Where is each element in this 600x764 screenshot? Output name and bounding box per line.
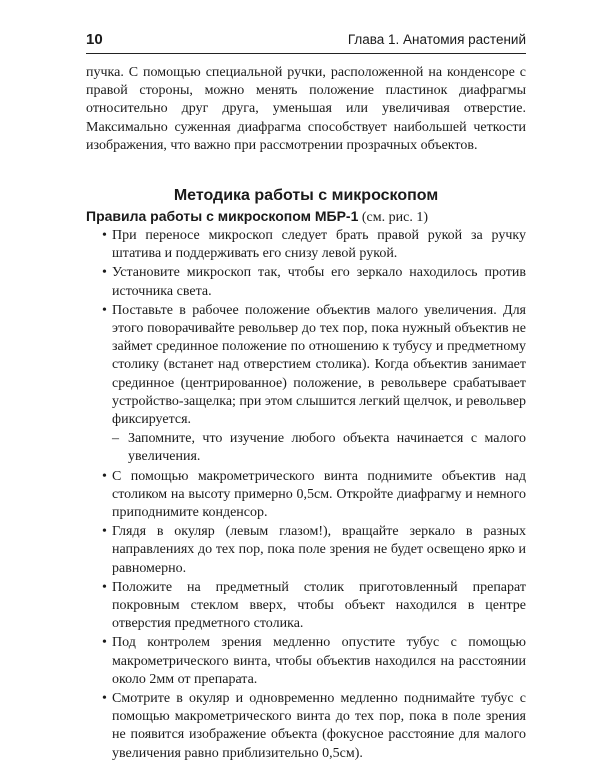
intro-paragraph-block — [86, 64, 526, 155]
bullet: • — [102, 579, 107, 595]
note-item — [86, 430, 526, 466]
subsection-title: Правила работы с микроскопом МБР-1 — [86, 208, 359, 224]
bullet: • — [102, 228, 107, 243]
header-rule — [86, 53, 526, 54]
rules-list — [86, 227, 526, 764]
subsection-heading — [86, 207, 526, 227]
bullet: • — [102, 302, 107, 318]
list-item — [86, 302, 526, 429]
section-title: Методика работы с микроскопом — [173, 187, 439, 204]
bullet: • — [102, 524, 107, 540]
intro-paragraph: пучка. С помощью специальной ручки, расположенной на конденсоре с правой стороны, можно менять положение пластинок диафрагмы относительно друг друга, уменьшая или увеличивая отверстие. Максимально суженная диафрагма способствует наибольшей четкости изображения, что важно при рассмотрении прозрачных объектов. — [86, 65, 526, 153]
list-item-text: Глядя в окуляр (левым глазом!), вращайте зеркало в разных направлениях до тех пор, пока поле зрения не будет освещено ярко и равномерно. — [112, 524, 526, 576]
note-text: Запомните, что изучение любого объекта начинается с малого увеличения. — [128, 431, 526, 465]
page-number: 10 — [86, 31, 103, 48]
dash: – — [112, 431, 119, 447]
page-header — [86, 31, 526, 53]
list-item-text: Поставьте в рабочее положение объектив малого увеличения. Для этого поворачивайте револьвер до тех пор, пока нужный объектив не займет срединное положение по отношению к тубусу и предметному столику (встанет над отверстием столика). Когда объектив занимает срединное (центрированное) положение, в револьвере срабатывает устройство-защелка; при этом слышится легкий щелчок, и револьвер фиксируется. — [112, 302, 526, 428]
list-item — [86, 523, 526, 578]
running-title: Глава 1. Анатомия растений — [347, 32, 526, 47]
subsection-reference: (см. рис. 1) — [361, 210, 428, 225]
bullet: • — [102, 468, 107, 484]
list-item — [86, 264, 526, 300]
list-item-text: Под контролем зрения медленно опустите тубус с помощью макрометрического винта, чтобы объектив находился на расстоянии около 2мм от препарата. — [112, 635, 526, 687]
list-item-text: Установите микроскоп так, чтобы его зеркало находилось против источника света. — [112, 265, 526, 299]
list-item — [86, 227, 526, 263]
bullet: • — [102, 691, 107, 707]
list-item-text: С помощью макрометрического винта поднимите объектив над столиком на высоту примерно 0,5см. Откройте диафрагму и немного приподнимите конденсор. — [112, 468, 526, 521]
list-item-text: Положите на предметный столик приготовленный препарат покровным стеклом вверх, чтобы объект находился в центре отверстия предметного столика. — [112, 579, 526, 632]
list-item-text: Смотрите в окуляр и одновременно медленно поднимайте тубус с помощью макрометрического винта до тех пор, пока в поле зрения не появится изображение объекта (фокусное расстояние для малого увеличения равно приблизительно 0,5см). — [112, 691, 526, 761]
bullet: • — [102, 265, 107, 281]
list-item — [86, 468, 526, 523]
bullet: • — [102, 635, 107, 651]
list-item-text: При переносе микроскоп следует брать правой рукой за ручку штатива и поддерживать его снизу левой рукой. — [112, 228, 526, 262]
list-item — [86, 579, 526, 634]
list-item — [86, 634, 526, 689]
list-item — [86, 690, 526, 763]
